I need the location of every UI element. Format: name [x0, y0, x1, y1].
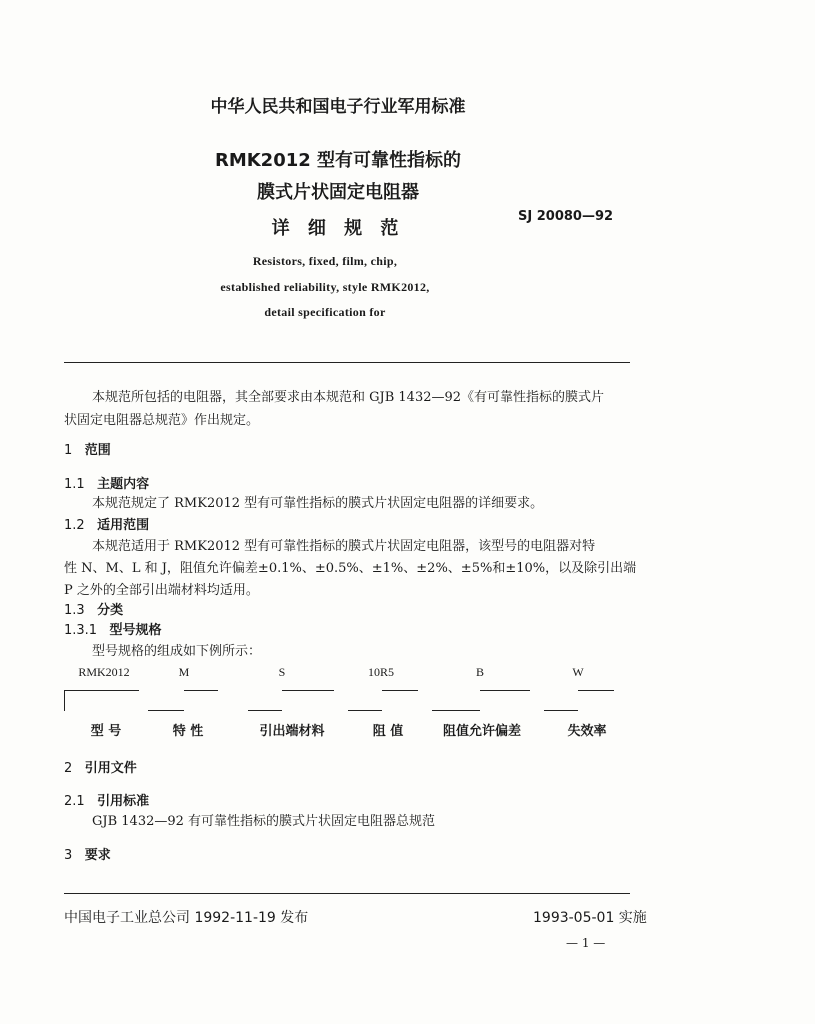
code-type: RMK2012: [78, 665, 130, 679]
section-1-1-text: 本规范规定了 RMK2012 型有可靠性指标的膜式片状固定电阻器的详细要求。: [92, 496, 544, 511]
section-1-3-heading: [64, 599, 123, 618]
bracket-resistance: [382, 690, 418, 711]
section-number: 3: [64, 848, 73, 863]
section-1-2-line1: 本规范适用于 RMK2012 型有可靠性指标的膜式片状固定电阻器，该型号的电阻器对特: [92, 539, 596, 554]
bracket-characteristic: [184, 690, 218, 711]
section-title: 分类: [97, 603, 124, 618]
section-2-1-text: GJB 1432—92 有可靠性指标的膜式片状固定电阻器总规范: [92, 814, 436, 829]
section-1-2-line3: P 之外的全部引出端材料均适用。: [64, 583, 259, 598]
doc-title-line3: 详 细 规 范: [271, 218, 405, 239]
doc-title-line1: RMK2012 型有可靠性指标的: [214, 150, 462, 171]
section-number: 2: [64, 761, 73, 776]
section-1-heading: [64, 439, 111, 458]
header-divider: [64, 362, 630, 363]
label-terminal: 引出端材料: [259, 724, 325, 739]
section-title: 引用标准: [97, 794, 150, 809]
english-title-line1: Resistors, fixed, film, chip,: [252, 254, 398, 268]
footer-effective: 1993-05-01 实施: [533, 910, 647, 926]
doc-title-line2: 膜式片状固定电阻器: [257, 182, 419, 203]
label-resistance: 阻 值: [372, 724, 404, 739]
bracket-terminal-base: [248, 710, 282, 711]
section-3-heading: [64, 844, 111, 863]
label-tolerance: 阻值允许偏差: [442, 724, 521, 739]
section-number: 1.3: [64, 603, 85, 618]
section-2-heading: [64, 757, 137, 776]
section-1-2-heading: [64, 514, 149, 533]
section-number: 1.3.1: [64, 623, 98, 638]
footer-divider: [64, 893, 630, 894]
code-tolerance: B: [475, 665, 484, 679]
bracket-resistance-base: [348, 710, 382, 711]
bracket-terminal: [282, 690, 334, 711]
footer-publisher: 中国电子工业总公司 1992-11-19 发布: [64, 910, 309, 926]
section-number: 1: [64, 443, 73, 458]
code-failure-rate: W: [572, 665, 584, 679]
section-title: 范围: [84, 443, 111, 458]
section-title: 主题内容: [97, 477, 150, 492]
code-terminal: S: [278, 665, 286, 679]
section-1-3-1-heading: [64, 619, 162, 638]
bracket-failure-rate-base: [544, 710, 578, 711]
english-title-line2: established reliability, style RMK2012,: [220, 280, 430, 294]
page-number: — 1 —: [566, 936, 606, 950]
code-resistance: 10R5: [367, 665, 394, 679]
section-number: 2.1: [64, 794, 85, 809]
org-title: 中华人民共和国电子行业军用标准: [210, 97, 466, 117]
section-title: 引用文件: [84, 761, 137, 776]
section-1-2-line2: 性 N、M、L 和 J，阻值允许偏差±0.1%、±0.5%、±1%、±2%、±5%和±10%，以及除引出端: [64, 561, 637, 576]
bracket-tolerance-base: [432, 710, 480, 711]
bracket-characteristic-base: [148, 710, 184, 711]
label-characteristic: 特 性: [172, 724, 204, 739]
section-title: 型号规格: [109, 623, 162, 638]
section-1-1-heading: [64, 473, 149, 492]
section-title: 适用范围: [97, 518, 150, 533]
section-1-3-1-text: 型号规格的组成如下例所示：: [92, 644, 262, 659]
intro-line1: 本规范所包括的电阻器，其全部要求由本规范和 GJB 1432—92《有可靠性指标的膜式片: [92, 390, 605, 405]
standard-number: SJ 20080—92: [518, 209, 614, 224]
code-characteristic: M: [178, 665, 190, 679]
intro-line2: 状固定电阻器总规范》作出规定。: [64, 413, 260, 428]
label-type: 型 号: [90, 724, 122, 739]
section-number: 1.2: [64, 518, 85, 533]
label-failure-rate: 失效率: [567, 724, 607, 739]
section-number: 1.1: [64, 477, 85, 492]
section-2-1-heading: [64, 790, 149, 809]
bracket-tolerance: [480, 690, 530, 711]
bracket-type: [64, 690, 139, 711]
section-title: 要求: [84, 848, 111, 863]
english-title-line3: detail specification for: [264, 305, 386, 319]
bracket-failure-rate: [578, 690, 614, 711]
